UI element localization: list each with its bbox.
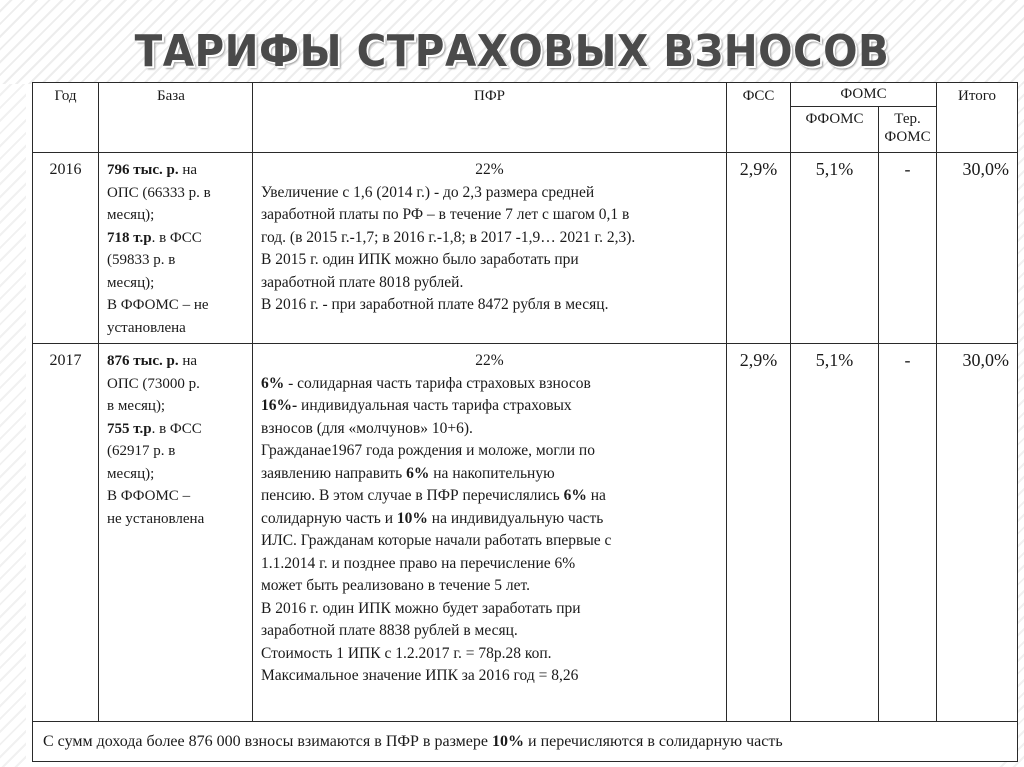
base-line	[107, 350, 244, 373]
pfr-line-text: Стоимость 1 ИПК с 1.2.2017 г. = 78р.28 коп.	[261, 644, 552, 662]
pfr-line-text: Гражданае1967 года рождения и моложе, могли по	[261, 442, 595, 459]
row-year: 2016	[33, 153, 99, 344]
pfr-line	[261, 440, 718, 463]
base-line	[107, 463, 244, 486]
base-line-bold: 755 т.р	[107, 420, 152, 437]
base-line-text: В ФФОМС –	[107, 488, 191, 504]
row-pfr	[253, 153, 727, 344]
base-line	[107, 440, 244, 463]
base-line-bold: 796 тыс. р.	[107, 162, 179, 178]
rates-table	[32, 82, 1018, 762]
pfr-line	[261, 373, 718, 396]
pfr-line	[261, 553, 718, 576]
table-row	[33, 344, 1018, 722]
row-base	[99, 344, 253, 722]
pfr-line-text: на индивидуальную часть	[427, 509, 604, 527]
header-year: Год	[33, 83, 99, 153]
header-ter-foms-line2: ФОМС	[884, 129, 931, 145]
base-line-text: месяц);	[107, 274, 155, 291]
base-line	[107, 272, 244, 295]
base-line-text: на	[178, 353, 198, 369]
row-fss: 2,9%	[727, 153, 791, 344]
base-line-text: ОПС (73000 р.	[107, 375, 200, 392]
base-line	[107, 182, 244, 205]
footer-row	[33, 722, 1018, 762]
base-line-bold: 718 т.р	[107, 229, 152, 246]
pfr-line	[261, 485, 718, 508]
base-line	[107, 249, 244, 272]
base-line	[107, 317, 244, 340]
pfr-line-bold: 6%	[406, 464, 430, 482]
header-ter-foms-line1: Тер.	[894, 111, 921, 127]
row-total: 30,0%	[937, 153, 1018, 344]
footer-note	[33, 722, 1018, 762]
pfr-line-bold: 10%	[396, 509, 428, 527]
footer-text-before: С сумм дохода более 876 000 взносы взимаются в ПФР в размере	[43, 733, 492, 750]
base-line	[107, 294, 244, 317]
pfr-line: заработной плате 8018 рублей.	[261, 273, 464, 291]
pfr-line-text: пенсию. В этом случае в ПФР перечислялись	[261, 487, 564, 504]
footer-text-after: и перечисляются в солидарную часть	[524, 733, 783, 750]
pfr-line-text: на	[586, 487, 606, 504]
footer-text-bold: 10%	[492, 733, 524, 750]
pfr-line	[261, 643, 718, 666]
pfr-line-text: солидарную часть и	[261, 509, 397, 527]
row-total: 30,0%	[937, 344, 1018, 722]
pfr-line	[261, 665, 718, 688]
row-ffoms: 5,1%	[791, 153, 879, 344]
pfr-line	[261, 395, 718, 418]
row-year: 2017	[33, 344, 99, 722]
pfr-line: год. (в 2015 г.-1,7; в 2016 г.-1,8; в 2017 -1,9… 2021 г. 2,3).	[261, 228, 636, 246]
pfr-line	[261, 463, 718, 486]
base-line-text: (59833 р. в	[107, 252, 176, 268]
pfr-line-text: индивидуальная часть тарифа страховых	[297, 397, 572, 414]
pfr-line	[261, 598, 718, 621]
base-line	[107, 373, 244, 396]
pfr-line-text: - солидарная часть тарифа страховых взносов	[284, 374, 591, 392]
pfr-line-bold: 6%	[563, 487, 587, 504]
pfr-line-text: заработной плате 8838 рублей в месяц.	[261, 622, 518, 639]
pfr-line-text: В 2016 г. один ИПК можно будет заработать при	[261, 599, 581, 617]
base-line-text: в месяц);	[107, 398, 166, 414]
pfr-line: Увеличение с 1,6 (2014 г.) - до 2,3 размера средней	[261, 183, 595, 201]
pfr-line-bold: 16%-	[261, 397, 298, 414]
base-line	[107, 485, 244, 508]
header-total: Итого	[937, 83, 1018, 153]
pfr-line-text: взносов (для «молчунов» 10+6).	[261, 419, 473, 437]
base-line-text: на	[178, 162, 198, 178]
pfr-line	[261, 508, 718, 531]
row-fss: 2,9%	[727, 344, 791, 722]
pfr-line-text: ИЛС. Гражданам которые начали работать впервые с	[261, 532, 612, 549]
pfr-line: В 2016 г. - при заработной плате 8472 рубля в месяц.	[261, 296, 609, 313]
base-line	[107, 159, 244, 182]
header-base: База	[99, 83, 253, 153]
row-pfr	[253, 344, 727, 722]
pfr-line	[261, 530, 718, 553]
pfr-line-text: заявлению направить	[261, 464, 407, 482]
pfr-line: заработной платы по РФ – в течение 7 лет с шагом 0,1 в	[261, 206, 630, 223]
header-foms: ФОМС	[791, 83, 937, 107]
pfr-line	[261, 575, 718, 598]
pfr-line-text: на накопительную	[429, 464, 555, 482]
pfr-line-bold: 6%	[261, 374, 285, 392]
base-line	[107, 204, 244, 227]
base-line	[107, 227, 244, 250]
pfr-line-text: 1.1.2014 г. и позднее право на перечисление 6%	[261, 554, 576, 572]
row-ter-foms: -	[879, 344, 937, 722]
header-fss: ФСС	[727, 83, 791, 153]
pfr-rate: 22%	[475, 161, 504, 178]
base-line-text: ОПС (66333 р. в	[107, 184, 211, 201]
row-ter-foms: -	[879, 153, 937, 344]
header-pfr: ПФР	[253, 83, 727, 153]
base-line	[107, 508, 244, 531]
left-decoration	[0, 84, 26, 767]
base-line	[107, 395, 244, 418]
pfr-line	[261, 620, 718, 643]
base-line	[107, 418, 244, 441]
base-line-text: установлена	[107, 319, 186, 336]
pfr-line-text: Максимальное значение ИПК за 2016 год = 8,26	[261, 667, 579, 684]
slide-title: ТАРИФЫ СТРАХОВЫХ ВЗНОСОВ	[134, 26, 890, 77]
row-base	[99, 153, 253, 344]
base-line-text: не установлена	[107, 510, 205, 527]
header-row	[33, 83, 1018, 107]
base-line-text: (62917 р. в	[107, 443, 176, 459]
base-line-bold: 876 тыс. р.	[107, 353, 179, 369]
table-row	[33, 153, 1018, 344]
base-line-text: . в ФСС	[151, 420, 202, 437]
base-line-text: месяц);	[107, 207, 155, 223]
pfr-line	[261, 418, 718, 441]
header-ffoms: ФФОМС	[791, 107, 879, 153]
pfr-line: В 2015 г. один ИПК можно было заработать при	[261, 251, 579, 268]
base-line-text: . в ФСС	[151, 229, 202, 246]
base-line-text: В ФФОМС – не	[107, 297, 209, 313]
base-line-text: месяц);	[107, 465, 155, 482]
header-ter-foms	[879, 107, 937, 153]
pfr-rate: 22%	[475, 352, 504, 369]
row-ffoms: 5,1%	[791, 344, 879, 722]
pfr-line-text: может быть реализовано в течение 5 лет.	[261, 577, 530, 594]
